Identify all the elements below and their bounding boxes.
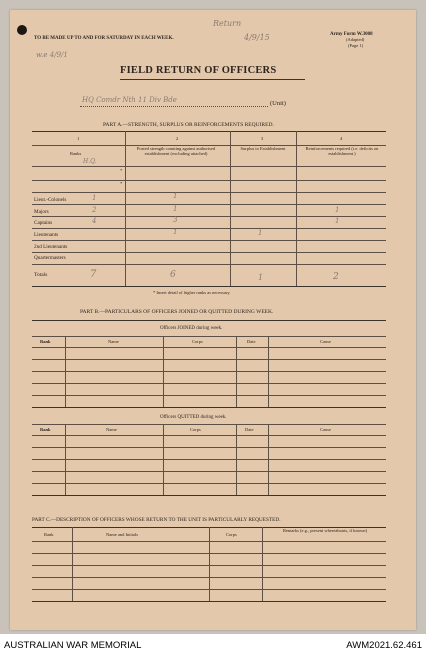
hw-total-count: 7 [90,269,97,280]
form-title: FIELD RETURN OF OFFICERS [120,65,277,76]
quitted-col-divider [163,424,164,495]
surplus-value: 1 [258,229,263,237]
rank-label: Majors [34,209,49,215]
col-header-posted: Posted strength counting against authorised establishment (excluding attached) [136,146,216,156]
col-number-4: 4 [340,136,343,141]
joined-row-rule [32,359,386,360]
rank-label: Lieut.-Colonels [34,197,67,203]
joined-col-name: Name [108,339,119,344]
quitted-col-rank: Rank [40,427,51,432]
rank-label: Lieutenants [34,232,59,238]
joined-col-divider [163,336,164,407]
part-a-totals-rule [32,286,386,287]
quitted-col-divider [65,424,66,495]
form-number: Army Form W.3008 [330,32,373,37]
joined-bottom-rule [32,407,386,408]
part-a-top-rule [32,131,386,132]
part-a-col-divider [296,131,297,286]
joined-header-rule [32,347,386,348]
part-a-row-rule [32,216,386,217]
hw-rank-count: 4 [92,217,97,225]
quitted-row-rule [32,471,386,472]
totals-label: Totals [34,272,48,278]
part-c-bottom-rule [32,601,386,602]
posted-value: 1 [173,228,178,236]
part-b-top-rule [32,320,386,321]
unit-label: (Unit) [270,100,286,107]
part-a-col-divider [125,131,126,286]
quitted-col-corps: Corps [190,427,201,432]
quitted-bottom-rule [32,495,386,496]
part-c-heading: PART C.—DESCRIPTION OF OFFICERS WHOSE RETURN TO THE UNIT IS PARTICULARLY REQUESTED. [32,517,281,523]
punch-hole [17,25,27,35]
joined-col-corps: Corps [192,339,203,344]
posted-value: 1 [173,192,178,200]
col-number-2: 2 [176,136,179,141]
part-c-col-name: Name and Initials [106,532,138,537]
rank-label: 2nd Lieutenants [34,244,68,250]
part-c-col-corps: Corps [226,532,237,537]
archive-caption-left: AUSTRALIAN WAR MEMORIAL [4,640,142,651]
joined-col-divider [65,336,66,407]
part-c-col-remarks: Remarks (e.g., present whereabouts, if known) [282,528,368,533]
part-a-footnote: * Insert detail of higher ranks as necessary. [153,290,231,295]
joined-col-date: Date [247,339,256,344]
quitted-row-rule [32,447,386,448]
hw-rank-count: 1 [92,194,97,202]
hw-date-top: 4/9/15 [244,33,270,42]
col-header-surplus: Surplus to Establishment [240,146,286,151]
quitted-header-rule [32,435,386,436]
quitted-col-cause: Cause [320,427,331,432]
joined-col-rank: Rank [40,339,51,344]
form-page: (Page 1) [348,43,364,48]
reinforcement-total: 2 [333,272,339,282]
col-header-ranks: Ranks [70,151,82,156]
col-header-reinforcements: Reinforcements required (i.e. deficits on establishment.) [305,146,379,156]
part-a-row-rule [32,252,386,253]
unit-dotted-line [80,106,268,107]
reinforcement-value: 1 [335,206,340,214]
posted-value: 3 [173,216,178,224]
posted-value: 1 [173,205,178,213]
part-a-heading: PART A.—STRENGTH, SURPLUS OR REINFORCEMENTS REQUIRED. [103,122,274,128]
joined-row-rule [32,383,386,384]
joined-col-divider [236,336,237,407]
hw-left-ref: w.e 4/9/1 [36,51,68,59]
part-b-heading: PART B.—PARTICULARS OF OFFICERS JOINED OR QUITTED DURING WEEK. [80,309,274,315]
header-instruction: TO BE MADE UP TO AND FOR SATURDAY IN EACH WEEK. [34,36,174,41]
quitted-row-rule [32,483,386,484]
form-adapted: (Adapted) [346,37,365,42]
asterisk-mark: * [120,181,123,186]
joined-row-rule [32,395,386,396]
quitted-col-name: Name [106,427,117,432]
hw-return-note: Return [213,19,242,28]
rank-label: Quartermasters [34,255,66,261]
joined-col-divider [268,336,269,407]
part-a-col-divider [230,131,231,286]
part-a-header-rule [32,166,386,167]
asterisk-mark: * [120,168,123,173]
posted-total: 6 [170,270,176,280]
quitted-col-date: Date [245,427,254,432]
part-a-row-rule [32,192,386,193]
quitted-title: Officers QUITTED during week. [160,415,227,420]
quitted-rule [32,424,386,425]
quitted-col-divider [268,424,269,495]
hw-unit: HQ Comdr Nth 11 Div Bde [82,96,177,104]
part-a-row-rule [32,228,386,229]
part-a-row-rule [32,240,386,241]
joined-col-cause: Cause [320,339,331,344]
col-number-3: 3 [261,136,264,141]
archive-caption-right: AWM2021.62.461 [346,640,422,651]
reinforcement-value: 1 [335,217,340,225]
rank-label: Captains [34,220,53,226]
quitted-row-rule [32,459,386,460]
hw-hq-note: H.Q. [83,158,97,165]
quitted-col-divider [236,424,237,495]
joined-title: Officers JOINED during week. [160,326,223,331]
part-a-row-rule [32,180,386,181]
part-c-col-rank: Rank [44,532,54,537]
part-c-col-divider [72,527,73,601]
part-c-col-divider [262,527,263,601]
part-a-row-rule [32,204,386,205]
part-a-row-rule [32,264,386,265]
part-c-col-divider [209,527,210,601]
title-underline [120,79,305,80]
hw-rank-count: 2 [92,206,97,214]
joined-row-rule [32,371,386,372]
col-number-1: 1 [77,136,80,141]
joined-rule [32,336,386,337]
surplus-total: 1 [258,273,264,282]
